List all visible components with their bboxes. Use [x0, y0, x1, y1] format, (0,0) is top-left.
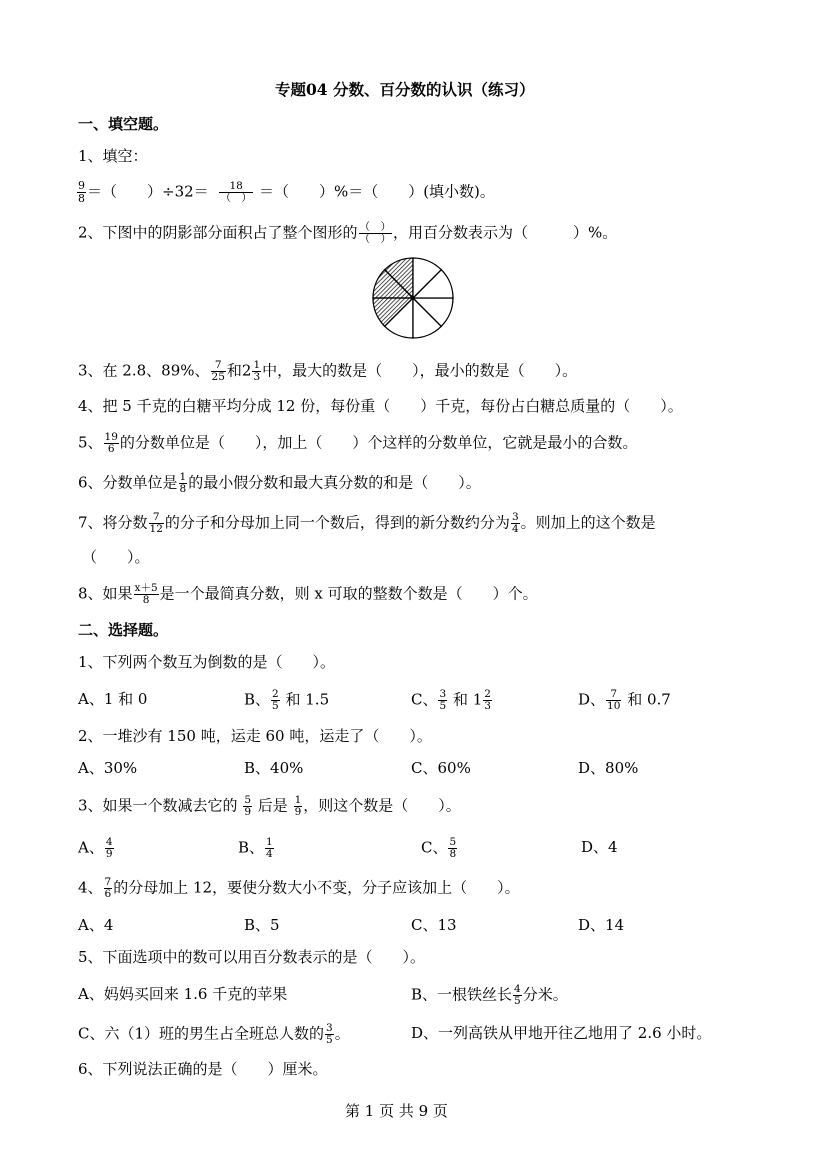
- fraction: $\frac{9}{8}$: [78, 179, 85, 205]
- choice-q2-option-a: A、30%: [78, 759, 138, 777]
- choice-q1-option-b: B、 $\frac{2}{5}$ 和 1.5: [244, 688, 330, 712]
- choice-q2-option-c: C、60%: [411, 759, 471, 777]
- choice-q3-option-b: B、 $\frac{1}{4}$: [238, 836, 273, 860]
- choice-q2-option-b: B、40%: [244, 759, 304, 777]
- fill-q2: 2、下图中的阴影部分面积占了整个图形的 $\frac{( )}{( )}$ ，用百分数表示为（ ）%。: [78, 221, 618, 245]
- fill-q7: 7、将分数 $\frac{7}{12}$ 的分子和分母加上同一个数后，得到的新分数约分为 $\frac{3}{4}$ 。则加上的这个数是: [78, 511, 656, 535]
- fraction: $\frac{3}{4}$: [511, 511, 519, 535]
- choice-q3-stem: 3、如果一个数减去它的 $\frac{5}{9}$ 后是 $\frac{1}{9}$ ，则这个数是（ ）。: [78, 794, 461, 818]
- fraction: $\frac{7}{12}$: [149, 511, 163, 535]
- choice-q3-option-d: D、4: [581, 838, 618, 856]
- choice-q4-option-d: D、14: [578, 916, 625, 934]
- fraction: $\frac{2}{3}$: [484, 688, 491, 712]
- fraction: $\frac{2}{5}$: [272, 688, 279, 712]
- fill-q5: 5、 $\frac{19}{6}$ 的分数单位是（ ），加上（ ）个这样的分数单位，它就是最小的合数。: [78, 431, 638, 455]
- choice-q4-stem: 4、 $\frac{7}{6}$ 的分母加上 12，要使分数大小不变，分子应该加上（ ）。: [78, 876, 520, 900]
- choice-q4-option-a: A、4: [78, 916, 114, 934]
- fraction: $\frac{1}{8}$: [179, 471, 187, 495]
- page-footer: 第 1 页 共 9 页: [345, 1102, 448, 1120]
- choice-q4-option-c: C、13: [411, 916, 457, 934]
- fraction: $\frac{7}{10}$: [607, 688, 621, 712]
- choice-q5-option-d: D、一列高铁从甲地开往乙地用了 2.6 小时。: [411, 1024, 712, 1042]
- choice-q5-option-a: A、妈妈买回来 1.6 千克的苹果: [78, 985, 288, 1003]
- fill-q1-stem: 1、填空：: [78, 147, 148, 165]
- fraction: $\frac{7}{6}$: [104, 876, 112, 900]
- fraction: $\frac{4}{5}$: [514, 983, 521, 1007]
- fraction: $\frac{5}{8}$: [449, 836, 457, 860]
- fraction: $\frac{1}{9}$: [294, 794, 302, 818]
- fill-q8: 8、如果 $\frac{x+5}{8}$ 是一个最简真分数，则 x 可取的整数个数是（ ）个。: [78, 582, 538, 606]
- fraction: $\frac{19}{6}$: [104, 431, 118, 455]
- fraction: $\frac{3}{5}$: [326, 1022, 333, 1046]
- fraction: $\frac{x+5}{8}$: [134, 582, 158, 606]
- choice-q3-option-c: C、 $\frac{5}{8}$: [421, 836, 457, 860]
- choice-q5-option-c: C、六（1）班的男生占全班总人数的 $\frac{3}{5}$ 。: [78, 1022, 350, 1046]
- fill-q3: 3、在 2.8、89%、 $\frac{7}{25}$ 和2 $\frac{1}{3}$ 中，最大的数是（ ），最小的数是（ ）。: [78, 359, 578, 383]
- fraction: $\frac{3}{5}$: [439, 688, 447, 712]
- fraction: $\frac{7}{25}$: [211, 359, 225, 383]
- choice-q1-option-d: D、 $\frac{7}{10}$ 和 0.7: [578, 688, 671, 712]
- choice-q5-stem: 5、下面选项中的数可以用百分数表示的是（ ）。: [78, 948, 426, 966]
- page-title: 专题04 分数、百分数的认识（练习）: [275, 80, 535, 99]
- fill-q7-answer-blank: （ ）。: [82, 548, 150, 566]
- choice-q2-option-d: D、80%: [578, 759, 639, 777]
- fraction: $\frac{1}{3}$: [253, 359, 261, 383]
- fraction: $\frac{1}{4}$: [266, 836, 273, 860]
- shaded-circle-figure: [371, 256, 455, 340]
- section-fill-heading: 一、填空题。: [78, 115, 169, 133]
- choice-q1-option-c: C、 $\frac{3}{5}$ 和 1 $\frac{2}{3}$: [411, 688, 491, 712]
- choice-q3-option-a: A、 $\frac{4}{9}$: [78, 836, 113, 860]
- fraction: $\frac{4}{9}$: [105, 836, 113, 860]
- fill-q4: 4、把 5 千克的白糖平均分成 12 份，每份重（ ）千克，每份占白糖总质量的（ ）。: [78, 397, 683, 415]
- fill-q6: 6、分数单位是 $\frac{1}{8}$ 的最小假分数和最大真分数的和是（ ）。: [78, 471, 481, 495]
- fraction: $\frac{5}{9}$: [244, 794, 252, 818]
- fraction: $\frac{( )}{( )}$: [359, 221, 392, 245]
- fill-q1-equation: $\frac{9}{8}$ ＝（ ）÷32＝ $\frac{18}{( )}$ ＝（ ）%＝（ ）(填小数)。: [78, 179, 495, 205]
- choice-q1-option-a: A、1 和 0: [78, 690, 148, 708]
- fraction: $\frac{18}{( )}$: [220, 180, 252, 204]
- section-choice-heading: 二、选择题。: [78, 621, 169, 639]
- choice-q6-stem: 6、下列说法正确的是（ ）厘米。: [78, 1060, 328, 1078]
- choice-q5-option-b: B、一根铁丝长 $\frac{4}{5}$ 分米。: [411, 983, 568, 1007]
- choice-q4-option-b: B、5: [244, 916, 280, 934]
- choice-q2-stem: 2、一堆沙有 150 吨，运走 60 吨，运走了（ ）。: [78, 727, 432, 745]
- choice-q1-stem: 1、下列两个数互为倒数的是（ ）。: [78, 653, 336, 671]
